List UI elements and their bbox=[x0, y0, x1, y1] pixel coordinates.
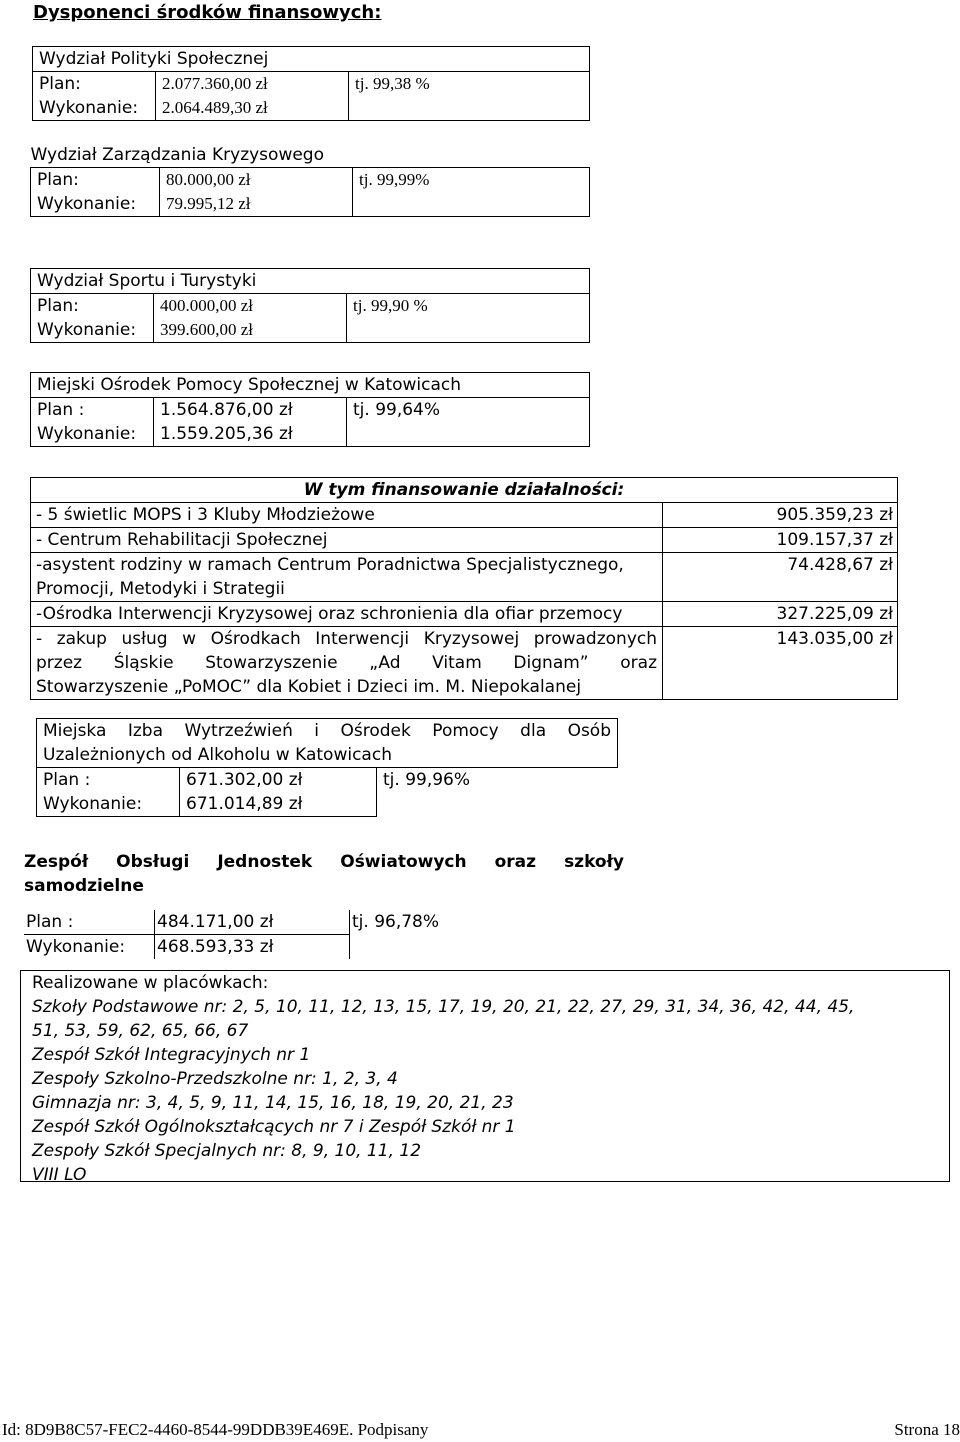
empty-cell bbox=[353, 192, 590, 217]
empty-cell bbox=[350, 935, 442, 960]
financing-amount: 109.157,37 zł bbox=[663, 528, 898, 553]
places-line: Zespoły Szkół Specjalnych nr: 8, 9, 10, 11, 12 bbox=[32, 1141, 422, 1161]
plan-value: 1.564.876,00 zł bbox=[154, 398, 347, 423]
financing-label: - 5 świetlic MOPS i 3 Kluby Młodzieżowe bbox=[31, 503, 663, 528]
percent-value: tj. 99,99% bbox=[353, 168, 590, 193]
places-line: VIII LO bbox=[32, 1165, 87, 1185]
percent-value: tj. 99,38 % bbox=[349, 72, 590, 97]
unit-table-zarzadzania-kryzysowego bbox=[30, 143, 590, 217]
financing-label: -Ośrodka Interwencji Kryzysowej oraz schronienia dla ofiar przemocy bbox=[31, 602, 663, 627]
financing-label-line: -asystent rodziny w ramach Centrum Poradnictwa Specjalistycznego, bbox=[36, 555, 624, 575]
places-line: Zespół Szkół Ogólnokształcących nr 7 i Zespół Szkół nr 1 bbox=[32, 1117, 516, 1137]
places-line: 51, 53, 59, 62, 65, 66, 67 bbox=[32, 1021, 249, 1041]
plan-value: 400.000,00 zł bbox=[154, 294, 347, 319]
financing-table bbox=[30, 477, 898, 700]
financing-label-line: Stowarzyszenie „PoMOC” dla Kobiet i Dzieci im. M. Niepokalanej bbox=[36, 677, 582, 697]
unit-name-line1: Miejska Izba Wytrzeźwień i Ośrodek Pomocy dla Osób bbox=[37, 719, 618, 744]
unit-table-mops bbox=[30, 372, 590, 447]
unit-name: Miejski Ośrodek Pomocy Społecznej w Katowicach bbox=[31, 373, 590, 398]
financing-amount: 143.035,00 zł bbox=[663, 627, 898, 700]
execution-label: Wykonanie: bbox=[33, 96, 156, 121]
unit-name-line2: Uzależnionych od Alkoholu w Katowicach bbox=[37, 743, 618, 768]
places-line: Zespoły Szkolno-Przedszkolne nr: 1, 2, 3, 4 bbox=[32, 1069, 398, 1089]
financing-label-line: przez Śląskie Stowarzyszenie „Ad Vitam Dignam” oraz bbox=[36, 653, 657, 673]
execution-label: Wykonanie: bbox=[37, 792, 180, 817]
unit-name: Wydział Polityki Społecznej bbox=[33, 47, 590, 72]
execution-label: Wykonanie: bbox=[31, 318, 154, 343]
footer-page-number: Strona 18 bbox=[894, 1420, 960, 1439]
execution-value: 1.559.205,36 zł bbox=[154, 422, 347, 447]
plan-label: Plan : bbox=[31, 398, 154, 423]
plan-value: 80.000,00 zł bbox=[160, 168, 353, 193]
unit-name-line2: samodzielne bbox=[24, 876, 144, 896]
table-row bbox=[31, 528, 898, 553]
execution-label: Wykonanie: bbox=[31, 192, 160, 217]
places-title: Realizowane w placówkach: bbox=[32, 973, 269, 993]
table-row bbox=[31, 627, 898, 700]
financing-label-line: Promocji, Metodyki i Strategii bbox=[36, 579, 285, 599]
plan-value: 2.077.360,00 zł bbox=[156, 72, 349, 97]
financing-amount: 327.225,09 zł bbox=[663, 602, 898, 627]
unit-table-izba-wytrzezwien bbox=[36, 718, 618, 817]
financing-amount: 74.428,67 zł bbox=[663, 553, 898, 602]
execution-value: 468.593,33 zł bbox=[155, 935, 350, 960]
plan-value: 484.171,00 zł bbox=[155, 910, 350, 935]
empty-cell bbox=[377, 792, 618, 817]
places-line: Gimnazja nr: 3, 4, 5, 9, 11, 14, 15, 16, 18, 19, 20, 21, 23 bbox=[32, 1093, 514, 1113]
financing-label bbox=[31, 627, 663, 700]
execution-label: Wykonanie: bbox=[24, 935, 155, 960]
plan-value: 671.302,00 zł bbox=[180, 768, 377, 793]
execution-value: 2.064.489,30 zł bbox=[156, 96, 349, 121]
financing-header: W tym finansowanie działalności: bbox=[31, 478, 898, 503]
execution-value: 79.995,12 zł bbox=[160, 192, 353, 217]
table-row bbox=[31, 503, 898, 528]
plan-label: Plan: bbox=[31, 294, 154, 319]
percent-value: tj. 99,64% bbox=[347, 398, 590, 423]
places-line: Zespół Szkół Integracyjnych nr 1 bbox=[32, 1045, 311, 1065]
financing-label: - Centrum Rehabilitacji Społecznej bbox=[31, 528, 663, 553]
empty-cell bbox=[349, 96, 590, 121]
table-row bbox=[31, 602, 898, 627]
plan-label: Plan : bbox=[24, 910, 155, 935]
financing-amount: 905.359,23 zł bbox=[663, 503, 898, 528]
financing-label bbox=[31, 553, 663, 602]
percent-value: tj. 96,78% bbox=[352, 912, 440, 933]
table-row bbox=[31, 553, 898, 602]
financing-label-line: - zakup usług w Ośrodkach Interwencji Kryzysowej prowadzonych bbox=[36, 629, 657, 649]
zespol-obslugi-section bbox=[24, 850, 624, 959]
zespol-values-table bbox=[24, 910, 441, 959]
empty-cell bbox=[347, 422, 590, 447]
execution-value: 671.014,89 zł bbox=[180, 792, 377, 817]
page-heading: Dysponenci środków finansowych: bbox=[33, 2, 382, 23]
places-line: Szkoły Podstawowe nr: 2, 5, 10, 11, 12, 13, 15, 17, 19, 20, 21, 22, 27, 29, 31, 34, 36, 42, 44, 45, bbox=[32, 997, 855, 1017]
unit-name: Wydział Zarządzania Kryzysowego bbox=[30, 145, 324, 165]
execution-label: Wykonanie: bbox=[31, 422, 154, 447]
places-box bbox=[20, 970, 950, 1185]
unit-table-polityki-spolecznej bbox=[32, 46, 590, 121]
plan-label: Plan : bbox=[37, 768, 180, 793]
plan-label: Plan: bbox=[33, 72, 156, 97]
percent-value: tj. 99,90 % bbox=[347, 294, 590, 319]
execution-value: 399.600,00 zł bbox=[154, 318, 347, 343]
empty-cell bbox=[347, 318, 590, 343]
unit-name: Wydział Sportu i Turystyki bbox=[31, 269, 590, 294]
unit-name-line1: Zespół Obsługi Jednostek Oświatowych oraz szkoły bbox=[24, 852, 624, 872]
unit-table-sportu-i-turystyki bbox=[30, 268, 590, 343]
plan-label: Plan: bbox=[31, 168, 160, 193]
footer-document-id: Id: 8D9B8C57-FEC2-4460-8544-99DDB39E469E. Podpisany bbox=[2, 1420, 429, 1439]
percent-value: tj. 99,96% bbox=[377, 768, 618, 793]
